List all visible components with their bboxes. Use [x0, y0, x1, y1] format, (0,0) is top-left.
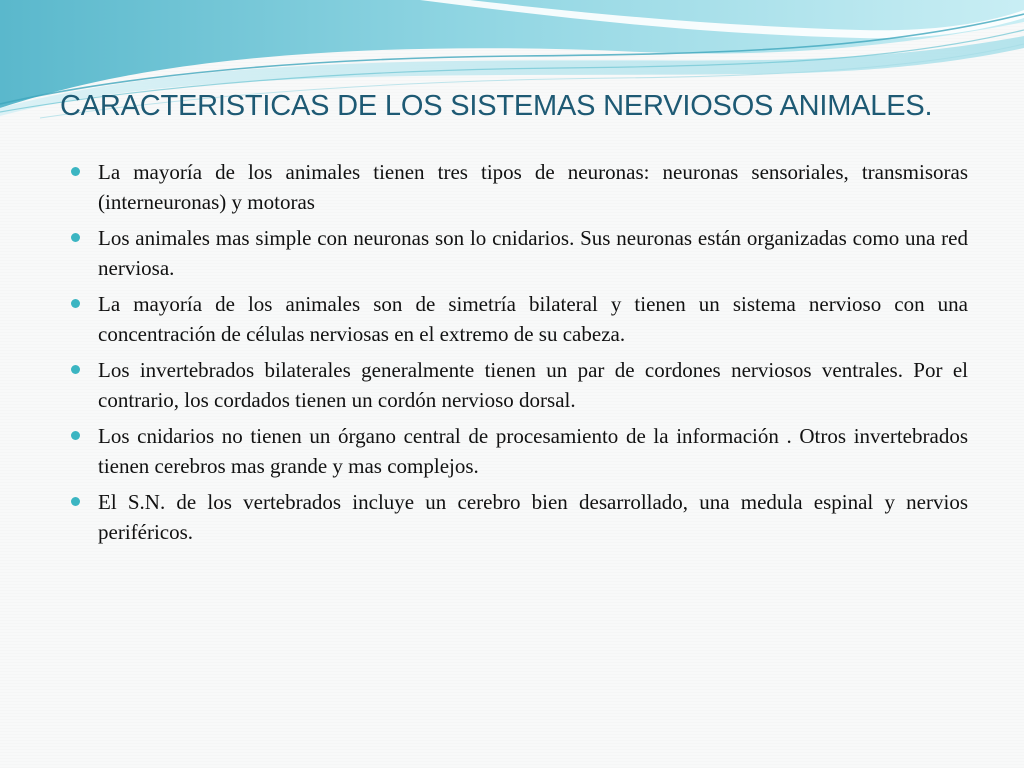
- slide-title: CARACTERISTICAS DE LOS SISTEMAS NERVIOSOS ANIMALES.: [60, 90, 933, 122]
- bullet-text: El S.N. de los vertebrados incluye un cerebro bien desarrollado, una medula espinal y nervios periféricos.: [98, 490, 968, 544]
- bullet-dot-icon: [71, 365, 80, 374]
- bullet-dot-icon: [71, 497, 80, 506]
- bullet-dot-icon: [71, 167, 80, 176]
- bullet-text: La mayoría de los animales tienen tres tipos de neuronas: neuronas sensoriales, transmisoras (interneuronas) y motoras: [98, 160, 968, 214]
- bullet-text: Los animales mas simple con neuronas son lo cnidarios. Sus neuronas están organizadas como una red nerviosa.: [98, 226, 968, 280]
- list-item: [70, 355, 968, 415]
- list-item: [70, 157, 968, 217]
- bullet-text: La mayoría de los animales son de simetría bilateral y tienen un sistema nervioso con una concentración de células nerviosas en el extremo de su cabeza.: [98, 292, 968, 346]
- list-item: [70, 487, 968, 547]
- bullet-dot-icon: [71, 299, 80, 308]
- bullet-text: Los cnidarios no tienen un órgano central de procesamiento de la información . Otros invertebrados tienen cerebros mas grande y mas complejos.: [98, 424, 968, 478]
- bullet-dot-icon: [71, 431, 80, 440]
- list-item: [70, 223, 968, 283]
- list-item: [70, 289, 968, 349]
- bullet-text: Los invertebrados bilaterales generalmente tienen un par de cordones nerviosos ventrales. Por el contrario, los cordados tienen un cordón nervioso dorsal.: [98, 358, 968, 412]
- bullet-dot-icon: [71, 233, 80, 242]
- bullet-list: [70, 157, 968, 553]
- list-item: [70, 421, 968, 481]
